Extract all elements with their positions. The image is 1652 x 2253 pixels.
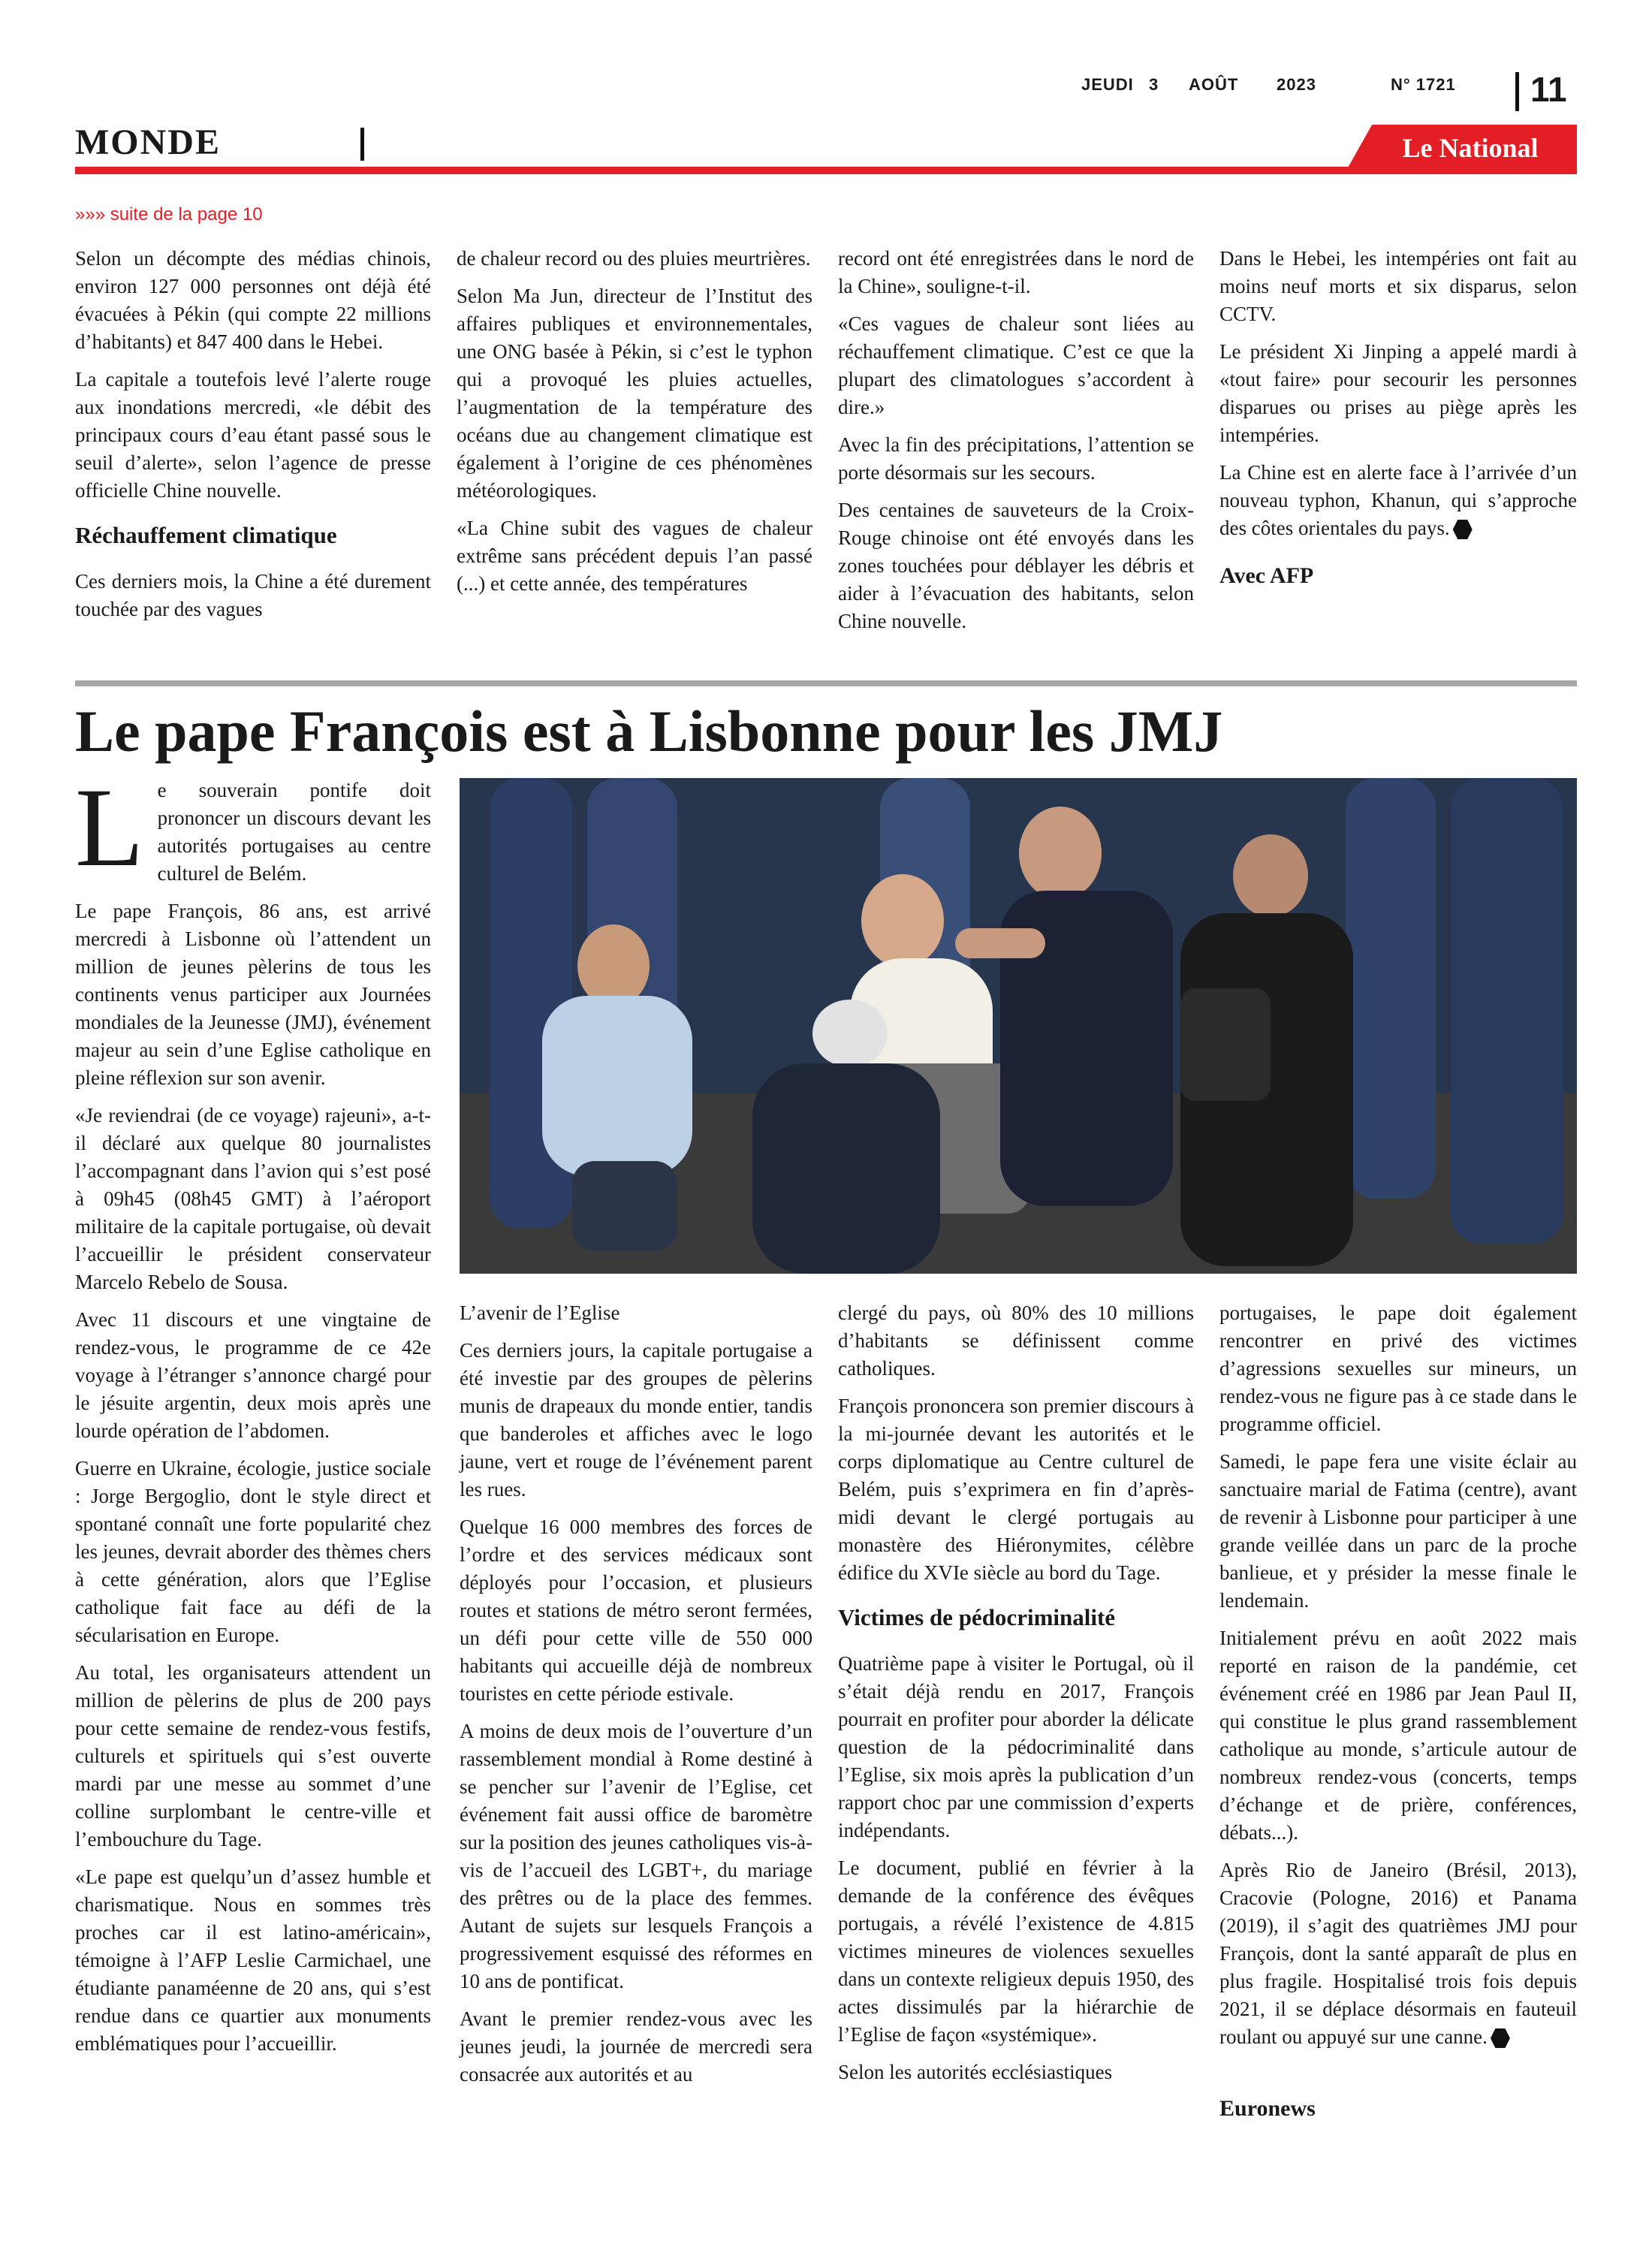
end-of-article-icon	[1491, 2028, 1510, 2048]
paragraph: Guerre en Ukraine, écologie, justice sociale : Jorge Bergoglio, dont le style direct et spontané connaît une forte popularité chez les jeunes, devrait aborder des thèmes chers à cette génération, alors que l’Eglise catholique fait face au défi de la sécularisation en Europe.	[75, 1457, 431, 1646]
paragraph: Ces derniers mois, la Chine a été durement touchée par des vagues	[75, 570, 431, 620]
main-headline: Le pape François est à Lisbonne pour les JMJ	[75, 698, 1223, 764]
paragraph: Le document, publié en février à la demande de la conférence des évêques portugais, a révélé l’existence de 4.815 victimes mineures de violences sexuelles dans un contexte religieux depuis 1950, des actes dissimulés par la hiérarchie de l’Eglise de façon «systémique».	[838, 1856, 1194, 2046]
lead-paragraph	[75, 765, 431, 890]
paragraph: portugaises, le pape doit également rencontrer en privé des victimes d’agressions sexuelles sur mineurs, un rendez-vous ne figure pas à ce stade dans le programme officiel.	[1219, 1301, 1577, 1435]
page-number: 11	[1530, 70, 1567, 109]
paragraph: Quelque 16 000 membres des forces de l’ordre et des services médicaux sont déployés pour l’occasion, et plusieurs routes et stations de métro seront fermées, un défi pour cette ville de 550 000 habitants qui accueille déjà de nombreux touristes en cette période estivale.	[460, 1516, 812, 1705]
paragraph: A moins de deux mois de l’ouverture d’un rassemblement mondial à Rome destiné à se pencher sur l’avenir de l’Eglise, cet événement fait aussi office de baromètre sur la position des jeunes catholiques vis-à-vis de l’accueil des LGBT+, du mariage des prêtres ou de la place des femmes. Autant de sujets sur lesquels François a progressivement esquissé des réformes en 10 ans de pontificat.	[460, 1720, 812, 1992]
paragraph: Au total, les organisateurs attendent un million de pèlerins de plus de 200 pays pour cette semaine de rendez-vous festifs, culturels et spirituels qui s’est ouverte mardi par une messe au sommet d’une colline surplombant le centre-ville et l’embouchure du Tage.	[75, 1661, 431, 1850]
article-signature: Euronews	[1219, 2096, 1316, 2121]
paragraph-text: La Chine est en alerte face à l’arrivée d’un nouveau typhon, Khanun, qui s’approche des côtes orientales du pays.	[1219, 461, 1577, 539]
paragraph: Avant le premier rendez-vous avec les jeunes jeudi, la journée de mercredi sera consacrée aux autorités et au	[460, 2007, 812, 2086]
page-number-divider	[1515, 72, 1519, 111]
paragraph: François prononcera son premier discours à la mi-journée devant les autorités et le corps diplomatique au Centre culturel de Belém, puis s’exprimera en fin d’après-midi devant le clergé portugais au monastère des Hiéronymites, célèbre édifice du XVIe siècle au bord du Tage.	[838, 1395, 1194, 1584]
main-story-photo	[460, 778, 1577, 1274]
subheading: Réchauffement climatique	[75, 522, 337, 548]
header-day: JEUDI	[1081, 75, 1134, 94]
paragraph: Avec 11 discours et une vingtaine de rendez-vous, le programme de ce 42e voyage à l’étranger s’annonce chargé pour le jésuite argentin, deux mois après une lourde opération de l’abdomen.	[75, 1308, 431, 1442]
subheading: L’avenir de l’Eglise	[460, 1301, 620, 1324]
paragraph: Ces derniers jours, la capitale portugaise a été investie par des groupes de pèlerins munis de drapeaux du monde entier, tandis que banderoles et affiches avec le logo jaune, vert et rouge de l’événement parent les rues.	[460, 1339, 812, 1500]
paragraph: Selon Ma Jun, directeur de l’Institut des affaires publiques et environnementales, une ONG basée à Pékin, si c’est le typhon qui a provoqué les pluies actuelles, l’augmentation de la température des océans due au changement climatique est également à l’origine de ces phénomènes météorologiques.	[457, 285, 812, 502]
main-story-column-4	[1219, 1299, 1577, 2122]
paragraph: Le président Xi Jinping a appelé mardi à «tout faire» pour secourir les personnes disparues ou prises au piège après les intempéries.	[1219, 340, 1577, 446]
paragraph: Selon les autorités ecclésiastiques	[838, 2061, 1113, 2083]
lead-text: e souverain pontife doit prononcer un discours devant les autorités portugaises au centre culturel de Belém.	[157, 779, 431, 885]
paragraph: La capitale a toutefois levé l’alerte rouge aux inondations mercredi, «le débit des principaux cours d’eau étant passé sous le seuil d’alerte», selon l’agence de presse officielle Chine nouvelle.	[75, 368, 431, 502]
paragraph-text: Après Rio de Janeiro (Brésil, 2013), Cracovie (Pologne, 2016) et Panama (2019), il s’agit des quatrièmes JMJ pour François, dont la santé apparaît de plus en plus fragile. Hospitalisé trois fois depuis 2021, il se déplace désormais en fauteuil roulant ou appuyé sur une canne.	[1219, 1859, 1577, 2048]
top-story-column-2	[457, 245, 812, 608]
brand-name: Le National	[1402, 133, 1539, 163]
section-divider	[360, 128, 364, 161]
paragraph: Avec la fin des précipitations, l’attention se porte désormais sur les secours.	[838, 433, 1194, 484]
paragraph: «Ces vagues de chaleur sont liées au réchauffement climatique. C’est ce que la plupart des climatologues s’accordent à dire.»	[838, 312, 1194, 418]
article-signature: Avec AFP	[1219, 563, 1314, 588]
section-title: MONDE	[75, 122, 221, 162]
paragraph: «Le pape est quelqu’un d’assez humble et charismatique. Nous en sommes très proches car il est latino-américain», témoigne à l’AFP Leslie Carmichael, une étudiante panaméenne de 20 ans, qui s’est rendue dans ce quartier aux monuments emblématiques pour l’accueillir.	[75, 1865, 431, 2055]
paragraph-with-end-mark	[1219, 1856, 1577, 2051]
main-story-column-3	[838, 1299, 1194, 2096]
main-story-column-1	[75, 765, 431, 2068]
paragraph: Selon un décompte des médias chinois, environ 127 000 personnes ont déjà été évacuées à Pékin (qui compte 22 millions d’habitants) et 847 400 dans le Hebei.	[75, 247, 431, 353]
paragraph: «La Chine subit des vagues de chaleur extrême sans précédent depuis l’an passé (...) et cette année, des températures	[457, 517, 812, 595]
paragraph: Des centaines de sauveteurs de la Croix-Rouge chinoise ont été envoyés dans les zones touchées pour déblayer les débris et aider à l’évacuation des habitants, selon Chine nouvelle.	[838, 499, 1194, 632]
story-separator-rule	[75, 680, 1577, 686]
header-month: AOÛT	[1189, 75, 1239, 94]
header-issue-number: N° 1721	[1391, 75, 1456, 94]
main-story-column-2	[460, 1299, 812, 2098]
paragraph: Le pape François, 86 ans, est arrivé mercredi à Lisbonne où l’attendent un million de jeunes pèlerins de tous les continents venus participer aux Journées mondiales de la Jeunesse (JMJ), événement majeur au sein d’une Eglise catholique en pleine réflexion sur son avenir.	[75, 900, 431, 1089]
top-story-column-4	[1219, 245, 1577, 590]
paragraph: Samedi, le pape fera une visite éclair au sanctuaire marial de Fatima (centre), avant de revenir à Lisbonne pour participer à une grande veillée dans un parc de la proche banlieue, et y présider la messe finale le lendemain.	[1219, 1450, 1577, 1612]
end-of-article-icon	[1453, 520, 1473, 539]
top-story-column-3	[838, 245, 1194, 645]
paragraph: de chaleur record ou des pluies meurtrières.	[457, 247, 811, 270]
paragraph: Quatrième pape à visiter le Portugal, où il s’était déjà rendu en 2017, François pourrait en profiter pour aborder la délicate question de la pédocriminalité dans l’Eglise, six mois après la publication d’un rapport choc par une commission d’experts indépendants.	[838, 1652, 1194, 1841]
paragraph-with-end-mark	[1219, 459, 1577, 542]
paragraph: «Je reviendrai (de ce voyage) rajeuni», a-t-il déclaré aux quelque 80 journalistes l’accompagnant dans l’avion qui s’est posé à 09h45 (08h45 GMT) à l’aéroport militaire de la capitale portugaise, où devait l’accueillir le président conservateur Marcelo Rebelo de Sousa.	[75, 1104, 431, 1293]
photo-illustration	[460, 778, 1577, 1274]
drop-cap: L	[75, 765, 144, 890]
paragraph: Dans le Hebei, les intempéries ont fait au moins neuf morts et six disparus, selon CCTV.	[1219, 247, 1577, 325]
continued-from-label[interactable]: »»» suite de la page 10	[75, 204, 263, 225]
paragraph: record ont été enregistrées dans le nord de la Chine», souligne-t-il.	[838, 247, 1194, 297]
header-year: 2023	[1277, 75, 1316, 94]
subheading: Victimes de pédocriminalité	[838, 1604, 1116, 1630]
paragraph: clergé du pays, où 80% des 10 millions d’habitants se définissent comme catholiques.	[838, 1301, 1194, 1380]
top-story-column-1	[75, 245, 431, 633]
header-date-number: 3	[1149, 75, 1159, 94]
paragraph: Initialement prévu en août 2022 mais reporté en raison de la pandémie, cet événement créé en 1986 par Jean Paul II, qui constitue le plus grand rassemblement catholique au monde, s’articule autour de nombreux rendez-vous (concerts, temps d’échange et de prière, conférences, débats...).	[1219, 1627, 1577, 1844]
